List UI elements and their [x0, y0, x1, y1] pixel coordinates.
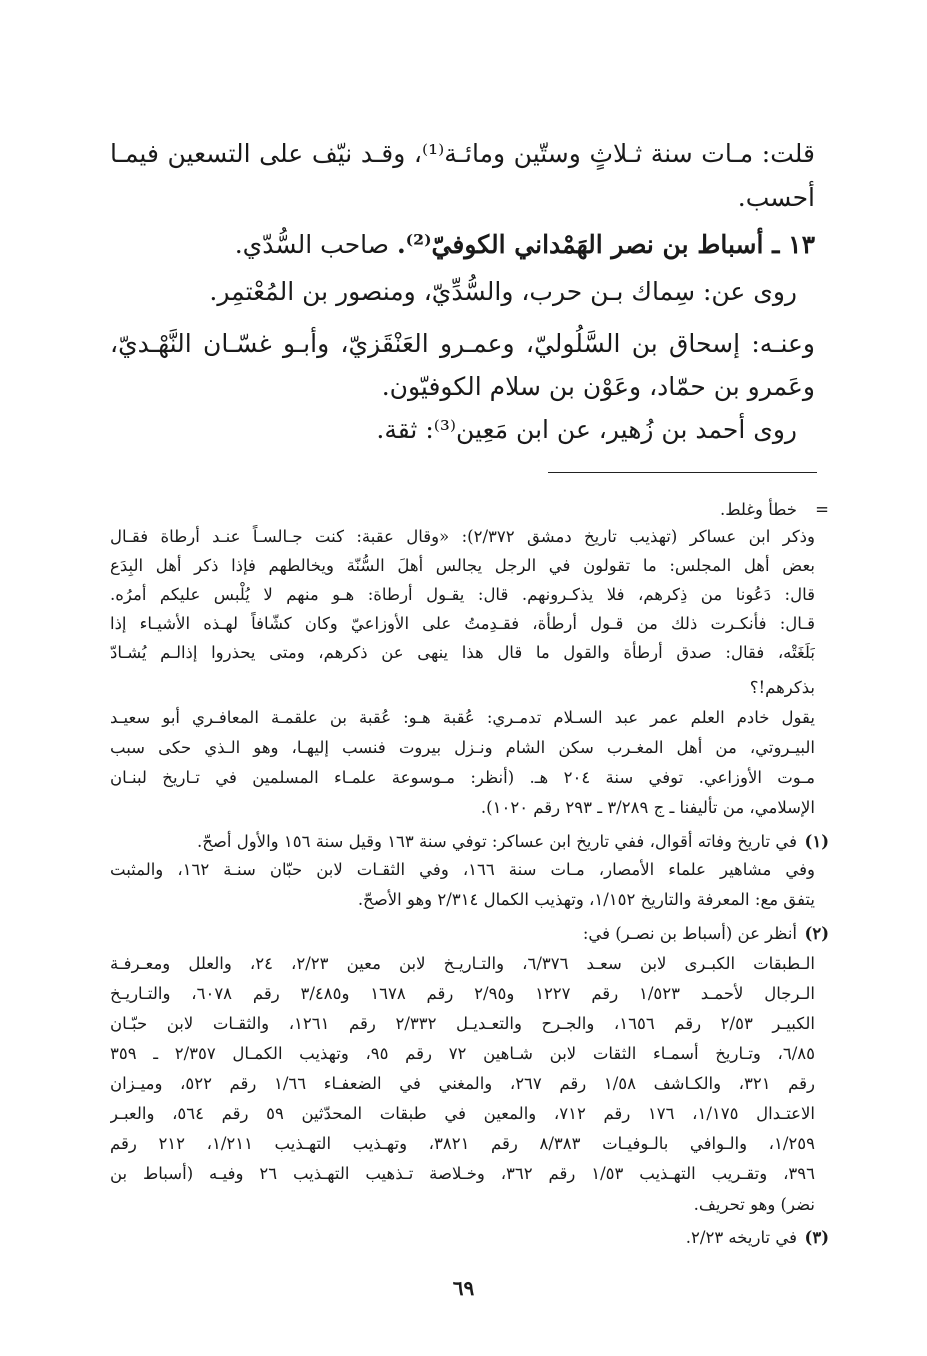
main-text-line-1: قلت: مـات سنة ثـلاثٍ وستّين ومائـة⁽¹⁾، وقـد نيّف على التسعين فيمـا — [110, 139, 815, 168]
footnote-cont-line-5: بَلَغَتْه، فقال: صدق أرطأة والقول ما قال هذا ينهى عن ذكرهم، ومتى يحذروا إذالـم يُشـادّ — [110, 643, 815, 662]
footnote-2-line-4: ٦/٨٥، وتـاريخ أسمـاء الثقات لابن شـاهين ٧٢ رقم ٩٥، وتهذيب الكمـال ٢/٣٥٧ ـ ٣٥٩ — [110, 1044, 815, 1063]
footnote-cont-line-3: قال: دَعُونا من ذِكرهم، فلا يذكـرونهم. قال: يقـول أرطاة: هـو منهم لا يُلْبس عليكم أمرُه. — [110, 585, 815, 604]
entry-suffix: صاحب السُّدّي. — [234, 230, 397, 259]
footnote-2-number: (٢) — [804, 924, 829, 943]
footnote-2-line-7: ١/٢٥٩، والـوافي بالـوفيـات ٨/٣٨٣ رقم ٣٨٢١، وتهـذيب التهـذيب ١/٢١١، ٢١٢ رقم — [110, 1134, 815, 1153]
footnote-1-line-1: وفي مشاهير علماء الأمصار، مـات سنة ١٦٦، وفي الثقـات لابن حبّان سنـة ١٦٢، والمثبت — [110, 860, 815, 879]
footnote-cont-line-7: يقول خادم العلم عمر عبد السـلام تدمـري: عُقبة هـو: عُقبة بن علقمـة المعافـري أبو سعيـد — [110, 708, 815, 727]
footnote-3-number: (٣) — [804, 1228, 829, 1247]
main-text-line-4: روى عن: سِماك بـن حرب، والسُّدِّيّ، ومنصور بن المُعْتمِر. — [209, 277, 797, 306]
footnote-continuation-marker: = — [815, 500, 829, 519]
footnote-2-line-0: أنظر عن (أسباط بن نصـر) في: — [582, 924, 797, 943]
entry-title: ١٣ ـ أسباط بن نصر الهَمْداني الكوفيّ⁽²⁾. — [396, 230, 815, 259]
footnote-2-line-8: ٣٩٦، وتقـريب التهـذيب ١/٥٣ رقم ٣٦٢، وخـلاصة تـذهيب التهـذيب ٢٦ وفيـه (أسباط بن — [110, 1164, 815, 1183]
main-text-line-7: روى أحمد بن زُهير، عن ابن مَعِين⁽³⁾: ثقة. — [376, 415, 797, 444]
footnote-2-line-3: الكبيـر ٢/٥٣ رقم ١٦٥٦، والجـرح والتعـديـل ٢/٣٣٢ رقم ١٢٦١، والثقـات لابن حبّـان — [110, 1014, 815, 1033]
footnote-1-line-0: في تاريخ وفاته أقوال، ففي تاريخ ابن عساكر: توفي سنة ١٦٣ وقيل سنة ١٥٦ والأول أصحّ. — [196, 832, 797, 851]
footnote-cont-line-1: وذكر ابن عساكر (تهذيب تاريخ دمشق ٢/٣٧٢): «وقال عقبة: كنت جـالسـاً عنـد أرطاة فقـال — [110, 527, 815, 546]
footnote-1-line-2: يتفق مع: المعرفة والتاريخ ١/١٥٢، وتهذيب الكمال ٢/٣١٤ وهو الأصحّ. — [357, 890, 815, 909]
footnote-cont-line-4: قـال: فأنكـرت ذلك من قـول أرطأة، فقـدِمتُ على الأوزاعيّ وكان كشّافاً لهـذه الأشيـاء إذا — [110, 614, 815, 633]
footnote-cont-line-9: مـوت الأوزاعي. توفي سنة ٢٠٤ هـ. (أنظر: مـوسوعة علمـاء المسلمين في تـاريخ لبنـان — [110, 768, 815, 787]
page-number: ٦٩ — [452, 1276, 475, 1300]
footnote-1-number: (١) — [804, 832, 829, 851]
main-text-line-5: وعنـه: إسحاق بن السَّلُوليّ، وعمـرو العَنْقَزيّ، وأبـو غسّـان النَّهْـديّ، — [110, 329, 815, 358]
footnote-2-line-9: نضر) وهو تحريف. — [693, 1195, 815, 1214]
main-text-line-2: أحسب. — [737, 183, 815, 212]
footnote-cont-line-2: بعض أهل المجلس: ما تقولون في الرجل يجالس أهلَ السُّنّة ويخالطهم فإذا ذكر أهل البِدَع — [110, 556, 815, 575]
footnote-cont-line-8: البيـروتي، من أهل المغـرب سكن الشام ونـزل بيروت فنسب إليهـا، وهو الـذي حكى سبب — [110, 738, 815, 757]
footnote-3-line-0: في تاريخه ٢/٢٣. — [685, 1228, 797, 1247]
footnote-cont-line-6: بذكرهم!؟ — [749, 678, 815, 697]
footnote-cont-line-10: الإسلامي، من تأليفنا ـ ج ٣/٢٨٩ ـ ٢٩٣ رقم ١٠٢٠). — [480, 798, 815, 817]
entry-heading — [235, 223, 815, 267]
footnote-2-line-5: رقم ٣٢١، والكـاشف ١/٥٨ رقم ٢٦٧، والمغني في الضعفـاء ١/٦٦ رقم ٥٢٢، وميـزان — [110, 1074, 815, 1093]
footnote-2-line-6: الاعتـدال ١/١٧٥، ١٧٦ رقم ٧١٢، والمعين في طبقات المحدّثين ٥٩ رقم ٥٦٤، والعبـر — [110, 1104, 815, 1123]
footnote-cont-line-0: خطأ وغلط. — [720, 500, 797, 519]
main-text-line-6: وعَمرو بن حمّاد، وعَوْن بن سلام الكوفيّون. — [381, 372, 815, 401]
footnote-2-line-1: الـطبقات الكبـرى لابن سعـد ٦/٣٧٦، والتـاريـخ لابن معين ٢/٢٣، ٢٤، والعلل ومعـرفـة — [110, 954, 815, 973]
footnote-separator — [548, 472, 817, 473]
footnote-2-line-2: الـرجال لأحمـد ١/٥٢٣ رقم ١٢٢٧ و٢/٩٥ رقم ١٦٧٨ و٣/٤٨٥ رقم ٦٠٧٨، والتـاريـخ — [110, 984, 815, 1003]
